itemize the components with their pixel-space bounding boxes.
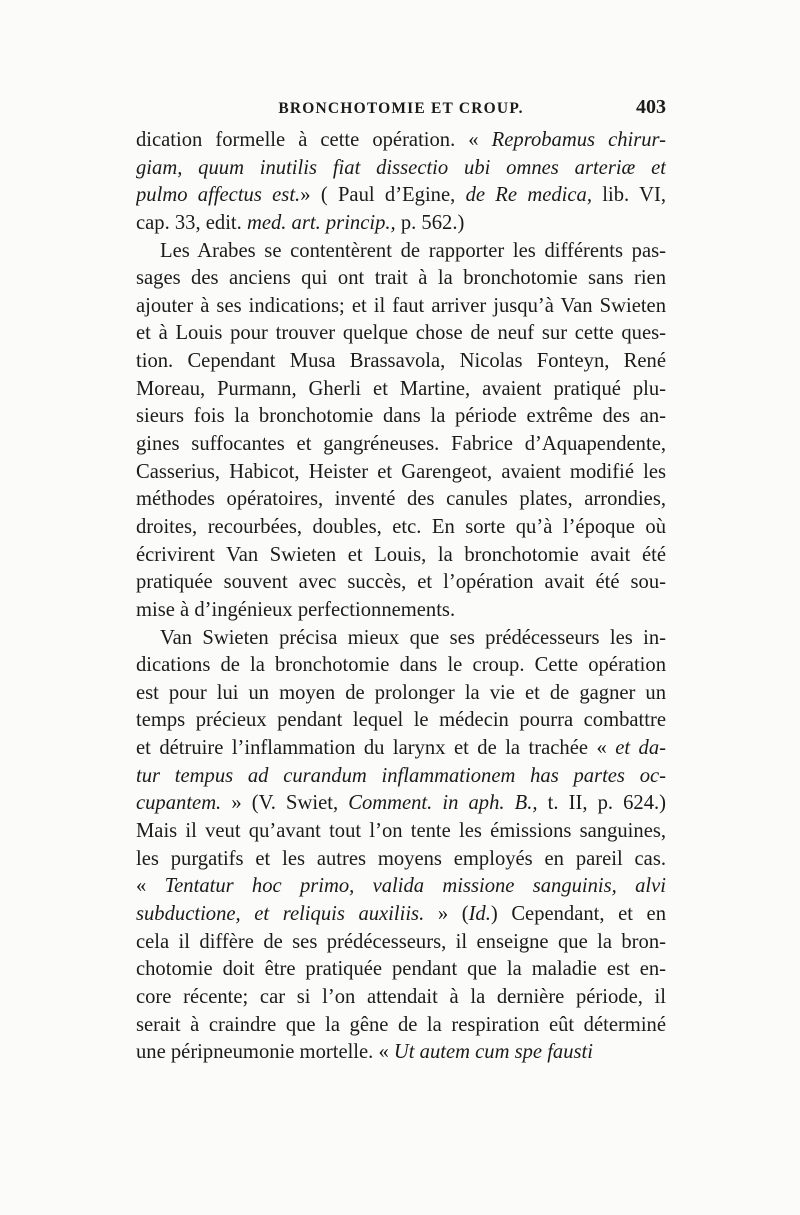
italic-text: Reprobamus chirur- — [491, 129, 666, 151]
roman-text: dications de la bronchotomie dans le croup. Cette opération — [136, 654, 666, 677]
text-line — [136, 763, 666, 791]
roman-text: tion. Cependant Musa Brassavola, Nicolas Fonteyn, René — [136, 350, 666, 373]
roman-text: droites, recourbées, doubles, etc. En sorte qu’à l’époque où — [136, 515, 666, 538]
roman-text: sieurs fois la bronchotomie dans la période extrême des an- — [136, 405, 666, 428]
roman-text: mise à d’ingénieux perfectionnements. — [136, 598, 456, 621]
roman-text: Mais il veut qu’avant tout l’on tente les émissions sanguines, — [136, 820, 666, 843]
text-line — [136, 238, 666, 266]
roman-text: p. 562.) — [395, 211, 465, 234]
roman-text: chotomie doit être pratiquée pendant que la maladie est en- — [136, 958, 666, 981]
text-line — [136, 348, 666, 376]
roman-text: Casserius, Habicot, Heister et Garengeot, avaient modifié les — [136, 460, 666, 483]
text-line — [136, 486, 666, 514]
roman-text: pratiquée souvent avec succès, et l’opération avait été sou- — [136, 571, 666, 594]
text-line — [136, 459, 666, 487]
italic-text: cupantem. — [136, 792, 222, 815]
italic-text: Tentatur hoc primo, valida missione sanguinis, alvi — [164, 875, 666, 898]
roman-text: dication formelle à cette opération. « — [136, 129, 492, 151]
text-line — [136, 1039, 666, 1067]
roman-text: » (V. Swiet, — [221, 792, 349, 815]
roman-text: temps précieux pendant lequel le médecin pourra combattre — [136, 709, 666, 732]
italic-text: de Re medica, — [465, 184, 592, 207]
text-line — [136, 514, 666, 542]
roman-text: les purgatifs et les autres moyens employés en pareil cas. — [136, 847, 666, 870]
roman-text: et à Louis pour trouver quelque chose de neuf sur cette ques- — [136, 322, 666, 345]
text-line — [136, 293, 666, 321]
text-line — [136, 625, 666, 653]
text-line — [136, 403, 666, 431]
text-line — [136, 265, 666, 293]
text-line — [136, 901, 666, 929]
text-line — [136, 320, 666, 348]
roman-text: une péripneumonie mortelle. « — [136, 1041, 394, 1064]
italic-text: giam, quum inutilis fiat dissectio ubi omnes arteriæ et — [136, 156, 666, 179]
text-line — [136, 127, 666, 155]
roman-text: Moreau, Purmann, Gherli et Martine, avaient pratiqué plu- — [136, 377, 666, 400]
page-number: 403 — [636, 96, 666, 118]
roman-text: est pour lui un moyen de prolonger la vie et de gagner un — [136, 681, 666, 704]
roman-text: lib. VI, — [591, 184, 666, 207]
text-line — [136, 846, 666, 874]
text-line — [136, 652, 666, 680]
roman-text: Les Arabes se contentèrent de rapporter les différents pas- — [160, 239, 666, 262]
roman-text: gines suffocantes et gangréneuses. Fabrice d’Aquapendente, — [136, 433, 666, 456]
text-line — [136, 790, 666, 818]
text-line — [136, 431, 666, 459]
text-line — [136, 1012, 666, 1040]
roman-text: » ( Paul d’Egine, — [300, 184, 466, 207]
text-line — [136, 707, 666, 735]
italic-text: Comment. in aph. B., — [348, 792, 538, 815]
body-text — [136, 127, 666, 1067]
paragraph — [136, 238, 666, 625]
roman-text: méthodes opératoires, inventé des canules plates, arrondies, — [136, 488, 666, 511]
roman-text: sages des anciens qui ont trait à la bronchotomie sans rien — [136, 267, 666, 290]
text-line — [136, 873, 666, 901]
roman-text: cela il diffère de ses prédécesseurs, il enseigne que la bron- — [136, 930, 666, 953]
roman-text: Van Swieten précisa mieux que ses prédécesseurs les in- — [160, 626, 666, 649]
text-line — [136, 182, 666, 210]
italic-text: Id. — [468, 902, 491, 925]
italic-text: et da- — [615, 737, 666, 760]
roman-text: t. II, p. 624.) — [537, 792, 666, 815]
roman-text: cap. 33, edit. — [136, 211, 247, 234]
roman-text: ajouter à ses indications; et il faut arriver jusqu’à Van Swieten — [136, 294, 666, 317]
roman-text: » ( — [424, 902, 469, 925]
text-line — [136, 735, 666, 763]
roman-text: « — [136, 875, 165, 898]
text-line — [136, 680, 666, 708]
italic-text: tur tempus ad curandum inflammationem has partes oc- — [136, 764, 666, 787]
paragraph — [136, 625, 666, 1067]
text-line — [136, 818, 666, 846]
text-line — [136, 956, 666, 984]
text-line — [136, 542, 666, 570]
text-line — [136, 984, 666, 1012]
text-line — [136, 569, 666, 597]
running-head — [136, 98, 666, 120]
text-line — [136, 210, 666, 238]
italic-text: Ut autem cum spe fausti — [393, 1041, 593, 1064]
roman-text: core récente; car si l’on attendait à la dernière période, il — [136, 985, 666, 1008]
italic-text: pulmo affectus est. — [136, 184, 301, 207]
text-line — [136, 155, 666, 183]
italic-text: subductione, et reliquis auxiliis. — [136, 902, 425, 925]
roman-text: serait à craindre que la gêne de la respiration eût déterminé — [136, 1013, 666, 1036]
roman-text: écrivirent Van Swieten et Louis, la bronchotomie avait été — [136, 543, 666, 566]
roman-text: ) Cependant, et en — [490, 902, 666, 925]
paragraph — [136, 127, 666, 238]
text-line — [136, 376, 666, 404]
roman-text: et détruire l’inflammation du larynx et de la trachée « — [136, 737, 616, 760]
text-line — [136, 597, 666, 625]
italic-text: med. art. princip., — [246, 211, 396, 234]
running-title: BRONCHOTOMIE ET CROUP. — [278, 100, 524, 117]
text-line — [136, 929, 666, 957]
